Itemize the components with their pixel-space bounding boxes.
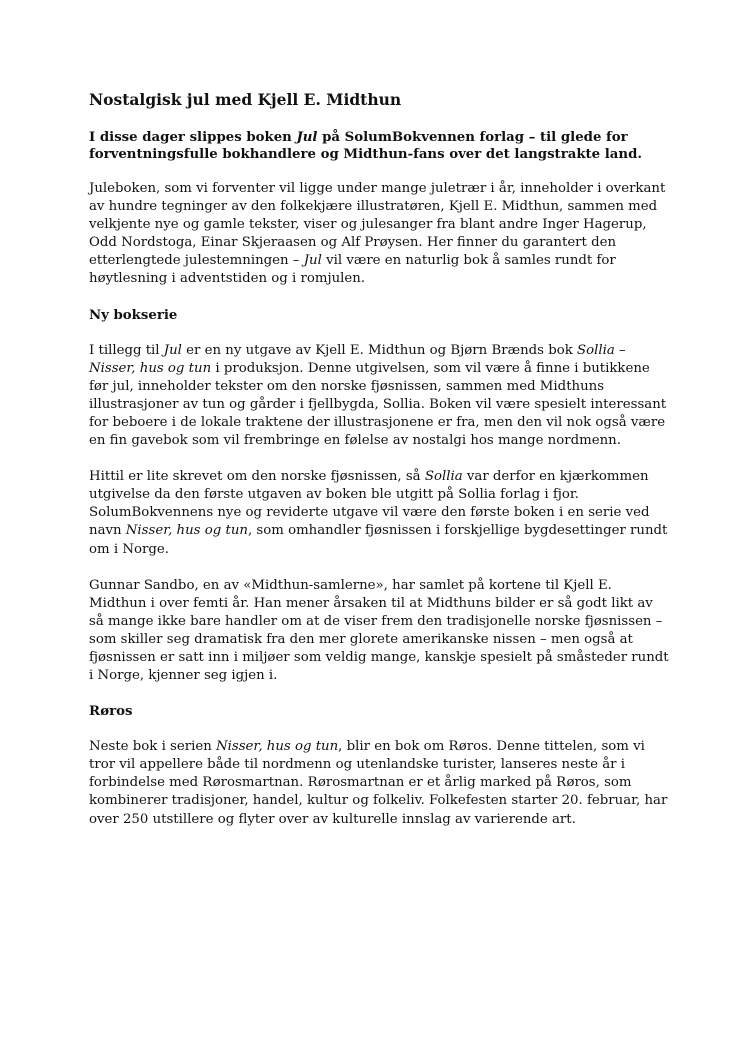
book-title-sollia: Sollia: [424, 469, 463, 485]
book-title-sollia: Sollia – Nisser, hus og tun: [89, 342, 626, 376]
p3-text-2: var derfor en kjærkommen utgivelse da den første utgaven av boken ble utgitt på Sollia forlag i fjor. SolumBokvennens nye og reviderte utgave vil være den første boken i en serie ved navn: [89, 469, 650, 539]
p2-text-1: I tillegg til: [89, 342, 164, 358]
lead-text-1: I disse dager slippes boken: [89, 130, 297, 145]
body-paragraph-2: [89, 342, 669, 451]
body-paragraph-4: Gunnar Sandbo, en av «Midthun-samlerne», har samlet på kortene til Kjell E. Midthun i over femti år. Han mener årsaken til at Midthuns bilder er så godt likt av så mange ikke bare handler om at de viser frem den tradisjonelle norske fjøsnissen – som skiller seg dramatisk fra den mer glorete amerikanske nissen – men også at fjøsnissen er satt inn i miljøer som veldig mange, kanskje spesielt på småsteder rundt i Norge, kjenner seg igjen i.: [89, 577, 669, 684]
lead-paragraph: [89, 129, 669, 163]
book-title-jul: Jul: [303, 253, 322, 269]
section-heading-roros: Røros: [89, 704, 133, 720]
p3-text-3: , som omhandler fjøsnissen i forskjellige bygdesettinger rundt om i Norge.: [89, 523, 668, 557]
body-paragraph-5: [89, 738, 669, 828]
p1-text-2: vil være en naturlig bok å samles rundt for høytlesning i adventstiden og i romjulen.: [89, 253, 616, 287]
body-paragraph-3: [89, 468, 669, 558]
lead-text-2: på SolumBokvennen forlag – til glede for forventningsfulle bokhandlere og Midthun-fans over det langstrakte land.: [89, 130, 643, 162]
p1-text-1: Juleboken, som vi forventer vil ligge under mange juletrær i år, inneholder i overkant av hundre tegninger av den folkekjære illustratøren, Kjell E. Midthun, sammen med velkjente nye og gamle tekster, viser og julesanger fra blant andre Inger Hagerup, Odd Nordstoga, Einar Skjeraasen og Alf Prøysen. Her finner du garantert den etterlengtede julestemningen –: [89, 181, 666, 269]
p5-text-1: Neste bok i serien: [89, 739, 217, 755]
document-title: Nostalgisk jul med Kjell E. Midthun: [89, 90, 402, 109]
book-title-jul: Jul: [163, 342, 182, 358]
series-title: Nisser, hus og tun: [125, 523, 248, 539]
body-paragraph-1: [89, 180, 669, 289]
section-heading-ny-bokserie: Ny bokserie: [89, 307, 178, 323]
p2-text-2: er en ny utgave av Kjell E. Midthun og Bjørn Brænds bok: [181, 342, 578, 358]
p2-text-3: i produksjon. Denne utgivelsen, som vil være å finne i butikkene før jul, inneholder tekster om den norske fjøsnissen, sammen med Midthuns illustrasjoner av tun og gårder i fjellbygda, Sollia. Boken vil være spesielt interessant for beboere i de lokale traktene der illustrasjonene er fra, men den vil nok også være en fin gavebok som vil frembringe en følelse av nostalgi hos mange nordmenn.: [89, 360, 667, 449]
series-title: Nisser, hus og tun: [216, 739, 339, 755]
p5-text-2: , blir en bok om Røros. Denne tittelen, som vi tror vil appellere både til nordmenn og utenlandske turister, lanseres neste år i forbindelse med Rørosmartnan. Rørosmartnan er et årlig marked på Røros, som kombinerer tradisjoner, handel, kultur og folkeliv. Folkefesten starter 20. februar, har over 250 utstillere og flyter over av kulturelle innslag av varierende art.: [89, 739, 668, 827]
p3-text-1: Hittil er lite skrevet om den norske fjøsnissen, så: [89, 469, 425, 485]
document-page: [89, 90, 669, 847]
book-title-jul: Jul: [296, 130, 318, 145]
